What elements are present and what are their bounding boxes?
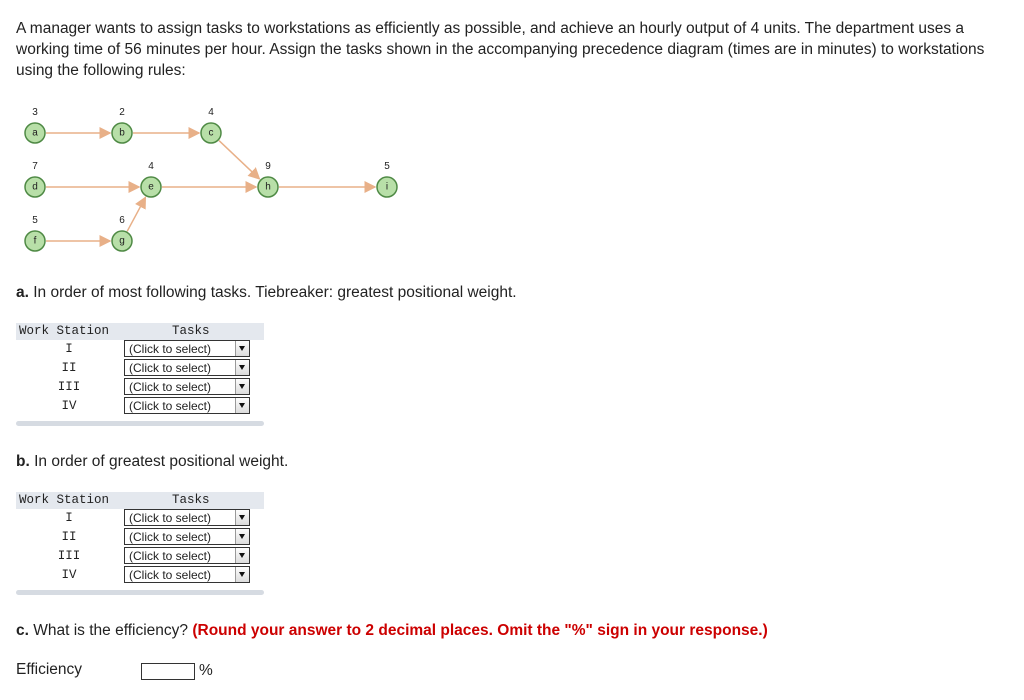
task-select-a-4[interactable]: (Click to select) xyxy=(124,397,250,414)
percent-unit: % xyxy=(199,662,213,679)
task-select-a-2[interactable]: (Click to select) xyxy=(124,359,250,376)
station-label: I xyxy=(65,342,73,356)
station-label: III xyxy=(57,380,81,394)
station-label: IV xyxy=(61,399,77,413)
diagram-edges xyxy=(46,133,375,241)
chevron-down-icon[interactable] xyxy=(235,529,249,544)
chevron-down-icon[interactable] xyxy=(235,379,249,394)
table-row xyxy=(16,378,264,397)
col-tasks: Tasks xyxy=(172,493,210,507)
task-label-d: d xyxy=(32,181,38,193)
chevron-down-icon[interactable] xyxy=(235,360,249,375)
chevron-down-icon[interactable] xyxy=(235,398,249,413)
part-a-scrollbar[interactable] xyxy=(16,421,264,426)
part-c-question: c. What is the efficiency? (Round your answer to 2 decimal places. Omit the "%" sign in your response.) xyxy=(16,622,768,639)
task-time-e: 4 xyxy=(148,161,154,172)
table-row xyxy=(16,359,264,378)
station-label: II xyxy=(61,361,77,375)
station-label: I xyxy=(65,511,73,525)
task-select-a-3[interactable]: (Click to select) xyxy=(124,378,250,395)
task-select-a-1[interactable]: (Click to select) xyxy=(124,340,250,357)
part-a-table xyxy=(16,323,264,416)
problem-statement: A manager wants to assign tasks to workstations as efficiently as possible, and achieve an hourly output of 4 units. The department uses a working time of 56 minutes per hour. Assign the tasks shown in the accompanying precedence diagram (times are in minutes) to workstations using the following rules: xyxy=(16,20,985,79)
diagram-nodes xyxy=(25,107,397,251)
part-b-question: b. In order of greatest positional weight. xyxy=(16,453,289,470)
task-time-a: 3 xyxy=(32,107,38,118)
precedence-arrow-g-e xyxy=(127,198,145,232)
task-time-f: 5 xyxy=(32,215,38,226)
task-label-b: b xyxy=(119,127,125,139)
task-label-c: c xyxy=(208,127,214,139)
precedence-diagram xyxy=(0,0,420,270)
task-time-h: 9 xyxy=(265,161,271,172)
task-label-f: f xyxy=(33,235,37,247)
col-workstation: Work Station xyxy=(19,493,110,507)
table-header xyxy=(16,492,264,509)
task-label-i: i xyxy=(385,181,389,193)
efficiency-input[interactable] xyxy=(141,663,195,680)
station-label: II xyxy=(61,530,77,544)
task-time-d: 7 xyxy=(32,161,38,172)
task-time-i: 5 xyxy=(384,161,390,172)
table-row xyxy=(16,509,264,528)
table-row xyxy=(16,547,264,566)
chevron-down-icon[interactable] xyxy=(235,510,249,525)
task-time-b: 2 xyxy=(119,107,125,118)
chevron-down-icon[interactable] xyxy=(235,548,249,563)
task-select-b-3[interactable]: (Click to select) xyxy=(124,547,250,564)
station-label: IV xyxy=(61,568,77,582)
col-workstation: Work Station xyxy=(19,324,110,338)
chevron-down-icon[interactable] xyxy=(235,567,249,582)
part-b-table xyxy=(16,492,264,585)
efficiency-label: Efficiency xyxy=(16,661,83,678)
col-tasks: Tasks xyxy=(172,324,210,338)
task-select-b-1[interactable]: (Click to select) xyxy=(124,509,250,526)
table-row xyxy=(16,528,264,547)
part-b-scrollbar[interactable] xyxy=(16,590,264,595)
table-row xyxy=(16,340,264,359)
task-select-b-4[interactable]: (Click to select) xyxy=(124,566,250,583)
table-row xyxy=(16,566,264,585)
task-time-c: 4 xyxy=(208,107,214,118)
task-label-g: g xyxy=(119,235,125,247)
table-row xyxy=(16,397,264,416)
table-header xyxy=(16,323,264,340)
task-time-g: 6 xyxy=(119,215,125,226)
task-label-e: e xyxy=(148,181,154,193)
task-label-a: a xyxy=(32,127,38,139)
rounding-instruction: (Round your answer to 2 decimal places. Omit the "%" sign in your response.) xyxy=(192,622,768,639)
task-label-h: h xyxy=(265,181,271,193)
station-label: III xyxy=(57,549,81,563)
chevron-down-icon[interactable] xyxy=(235,341,249,356)
task-select-b-2[interactable]: (Click to select) xyxy=(124,528,250,545)
precedence-arrow-c-h xyxy=(219,141,259,179)
part-a-question: a. In order of most following tasks. Tiebreaker: greatest positional weight. xyxy=(16,284,517,301)
